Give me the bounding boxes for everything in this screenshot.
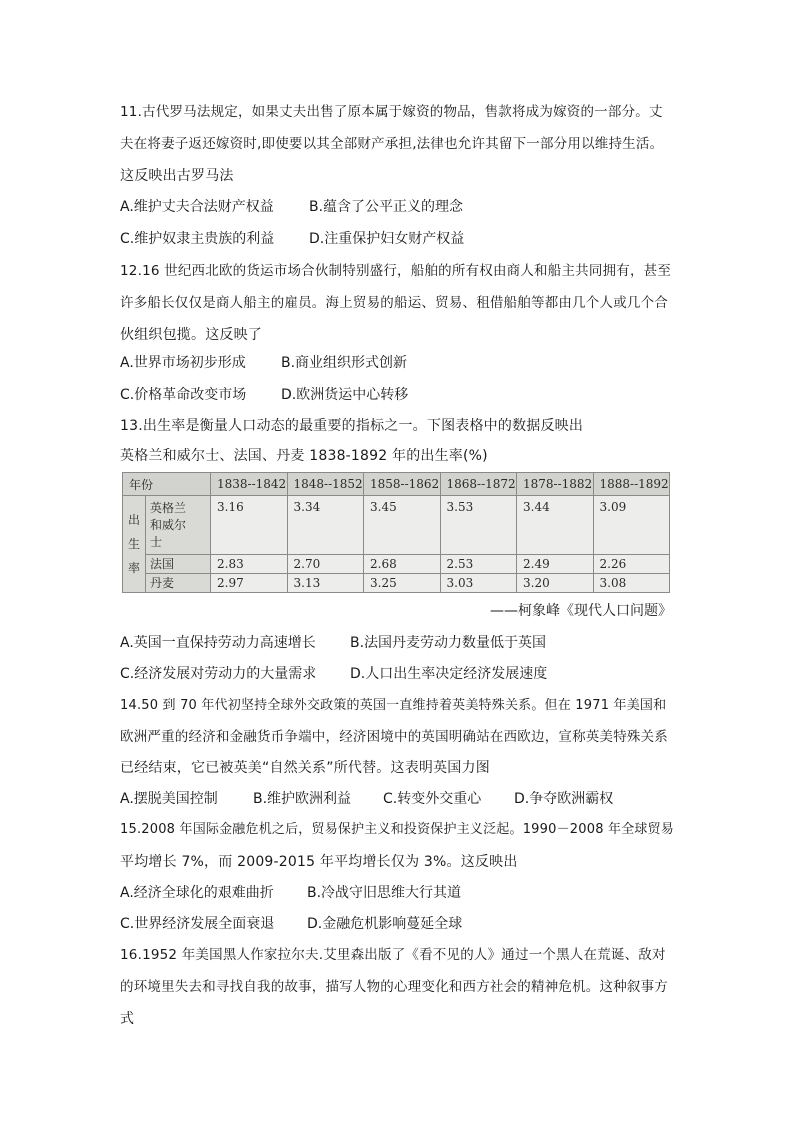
q11-option-b: B.蕴含了公平正义的理念 — [309, 199, 464, 215]
period-header: 1888--1892 — [593, 473, 670, 496]
q11-option-c: C.维护奴隶主贵族的利益 — [120, 231, 275, 247]
table-cell: 3.16 — [211, 496, 288, 555]
q14-option-c: C.转变外交重心 — [383, 791, 482, 807]
q12-option-a: A.世界市场初步形成 — [120, 355, 246, 371]
table-cell: 2.26 — [593, 555, 670, 574]
row-label-denmark: 丹麦 — [146, 574, 211, 593]
table-cell: 3.08 — [593, 574, 670, 593]
q11-line-2: 夫在将妻子返还嫁资时,即使要以其全部财产承担,法律也允许其留下一部分用以维持生活。 — [120, 136, 664, 152]
table-year-header: 年份 — [123, 473, 211, 496]
q14-line-1: 14.50 到 70 年代初坚持全球外交政策的英国一直维持着英美特殊关系。但在 1971 年美国和 — [120, 698, 667, 713]
period-header: 1878--1882 — [517, 473, 594, 496]
table-cell: 3.34 — [287, 496, 364, 555]
q14-option-a: A.摆脱美国控制 — [120, 791, 218, 807]
table-cell: 3.53 — [440, 496, 517, 555]
q13-line-1: 13.出生率是衡量人口动态的最重要的指标之一。下图表格中的数据反映出 — [120, 418, 584, 434]
q12-option-b: B.商业组织形式创新 — [281, 355, 408, 371]
q13-option-b: B.法国丹麦劳动力数量低于英国 — [350, 635, 547, 651]
table-cell: 2.83 — [211, 555, 288, 574]
table-cell: 2.70 — [287, 555, 364, 574]
period-header: 1858--1862 — [364, 473, 441, 496]
q14-line-3: 已经结束，它已被英美“自然关系”所代替。这表明英国力图 — [120, 760, 490, 776]
birth-rate-table-image — [122, 472, 670, 593]
table-cell: 3.25 — [364, 574, 441, 593]
table-cell: 3.03 — [440, 574, 517, 593]
q12-option-d: D.欧洲货运中心转移 — [281, 387, 409, 403]
q15-line-1: 15.2008 年国际金融危机之后，贸易保护主义和投资保护主义泛起。1990－2008 年全球贸易 — [120, 822, 674, 837]
q13-option-d: D.人口出生率决定经济发展速度 — [350, 666, 548, 682]
q12-line-2: 许多船长仅仅是商人船主的雇员。海上贸易的船运、贸易、租借船舶等都由几个人或几个合 — [120, 295, 668, 311]
q15-option-b: B.冷战守旧思维大行其道 — [307, 885, 462, 901]
q14-line-2: 欧洲严重的经济和金融货币争端中，经济困境中的英国明确站在西欧边，宣称英美特殊关系 — [120, 729, 668, 745]
table-cell: 3.09 — [593, 496, 670, 555]
q12-option-c: C.价格革命改变市场 — [120, 387, 247, 403]
row-label-england-wales: 英格兰 和威尔 士 — [146, 496, 211, 555]
table-cell: 3.45 — [364, 496, 441, 555]
q15-line-2: 平均增长 7%，而 2009-2015 年平均增长仅为 3%。这反映出 — [120, 854, 518, 870]
q15-option-a: A.经济全球化的艰难曲折 — [120, 885, 274, 901]
q16-line-1: 16.1952 年美国黑人作家拉尔夫.艾里森出版了《看不见的人》通过一个黑人在荒诞、敌对 — [120, 947, 666, 963]
table-cell: 2.53 — [440, 555, 517, 574]
period-header: 1848--1852 — [287, 473, 364, 496]
q13-table-caption: 英格兰和威尔士、法国、丹麦 1838-1892 年的出生率(%) — [120, 448, 488, 464]
row-label-france: 法国 — [146, 555, 211, 574]
period-header: 1838--1842 — [211, 473, 288, 496]
q16-line-2: 的环境里失去和寻找自我的故事，描写人物的心理变化和西方社会的精神危机。这种叙事方 — [120, 979, 668, 995]
q15-option-c: C.世界经济发展全面衰退 — [120, 916, 275, 932]
q11-option-d: D.注重保护妇女财产权益 — [309, 231, 465, 247]
q11-line-1: 11.古代罗马法规定，如果丈夫出售了原本属于嫁资的物品，售款将成为嫁资的一部分。丈 — [120, 104, 663, 120]
table-cell: 3.20 — [517, 574, 594, 593]
q13-option-a: A.英国一直保持劳动力高速增长 — [120, 635, 316, 651]
q14-option-d: D.争夺欧洲霸权 — [514, 791, 614, 807]
birth-rate-table — [122, 472, 670, 593]
table-cell: 2.68 — [364, 555, 441, 574]
period-header: 1868--1872 — [440, 473, 517, 496]
q13-option-c: C.经济发展对劳动力的大量需求 — [120, 666, 317, 682]
q11-option-a: A.维护丈夫合法财产权益 — [120, 199, 274, 215]
q12-line-1: 12.16 世纪西北欧的货运市场合伙制特别盛行，船舶的所有权由商人和船主共同拥有，甚至 — [120, 263, 672, 279]
q11-line-3: 这反映出古罗马法 — [120, 168, 234, 184]
q15-option-d: D.金融危机影响蔓延全球 — [307, 916, 463, 932]
q12-line-3: 伙组织包揽。这反映了 — [120, 327, 262, 343]
table-cell: 3.13 — [287, 574, 364, 593]
q14-option-b: B.维护欧洲利益 — [253, 791, 352, 807]
q16-line-3: 式 — [120, 1011, 135, 1027]
birth-rate-side-label: 出 生 率 — [123, 496, 146, 593]
table-cell: 2.49 — [517, 555, 594, 574]
table-cell: 2.97 — [211, 574, 288, 593]
table-source-citation: ——柯象峰《现代人口问题》 — [490, 603, 672, 619]
table-cell: 3.44 — [517, 496, 594, 555]
